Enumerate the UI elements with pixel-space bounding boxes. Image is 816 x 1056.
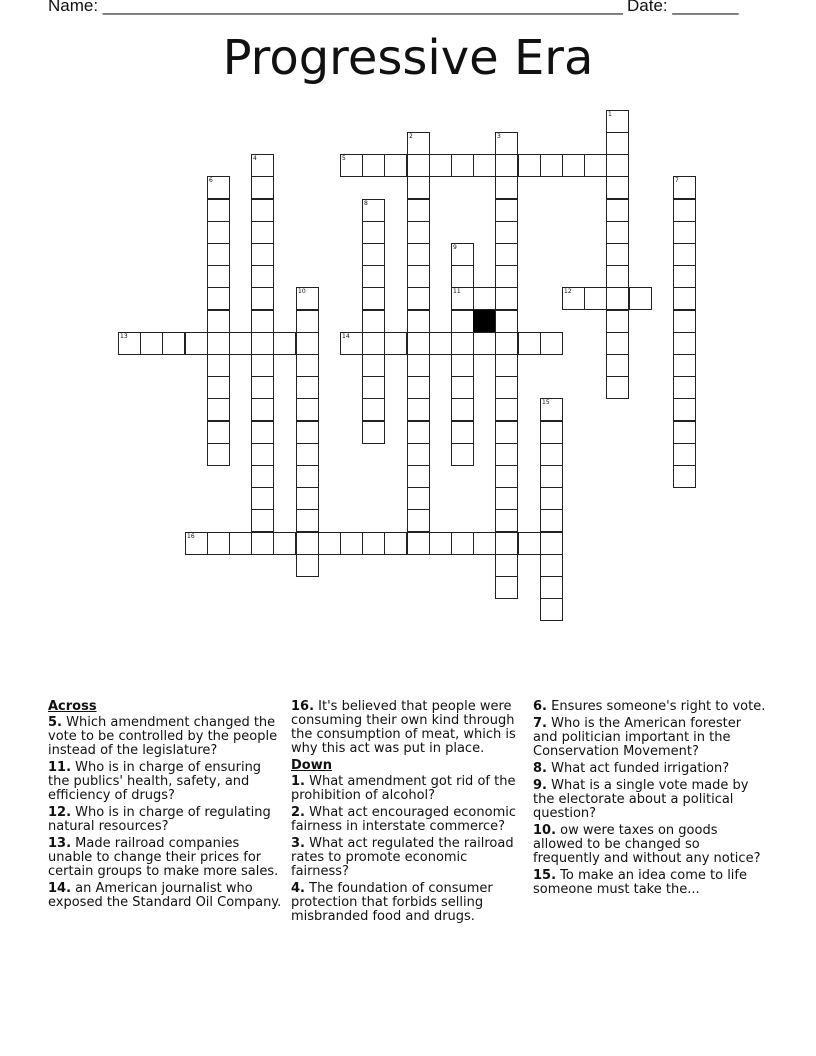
grid-cell[interactable] [495,398,518,421]
grid-cell[interactable] [584,287,607,310]
grid-cell[interactable] [251,465,274,488]
grid-cell[interactable] [407,176,430,199]
grid-cell[interactable] [407,332,430,355]
grid-cell[interactable] [207,287,230,310]
black-cell [473,310,495,332]
clue-down-9: 9. What is a single vote made by the electorate about a political question? [533,778,749,821]
grid-cell[interactable] [362,532,385,555]
grid-cell[interactable] [451,398,474,421]
clue-number: 11 [453,288,461,295]
grid-cell[interactable] [362,265,385,288]
grid-cell[interactable] [451,287,474,310]
grid-cell[interactable] [495,221,518,244]
grid-cell[interactable] [251,398,274,421]
grid-cell[interactable] [207,398,230,421]
grid-cell[interactable] [540,576,563,599]
grid-cell[interactable] [407,310,430,333]
grid-cell[interactable] [495,554,518,577]
grid-cell[interactable] [296,509,319,532]
clue-number: 9 [453,244,457,251]
grid-cell[interactable] [606,243,629,266]
clue-across-16: 16. It's believed that people were consuming their own kind through the consumption of meat, which is why this act was put in place. [291,699,516,756]
clue-number: 13 [120,333,128,340]
grid-cell[interactable] [251,443,274,466]
grid-cell[interactable] [451,265,474,288]
grid-cell[interactable] [207,176,230,199]
clue-down-1: 1. What amendment got rid of the prohibition of alcohol? [291,774,516,803]
grid-cell[interactable] [606,221,629,244]
grid-cell[interactable] [673,176,696,199]
grid-cell[interactable] [407,421,430,444]
grid-cell[interactable] [540,532,563,555]
grid-cell[interactable] [673,465,696,488]
clue-number: 8 [364,200,368,207]
grid-cell[interactable] [673,287,696,310]
grid-cell[interactable] [606,287,629,310]
grid-cell[interactable] [673,221,696,244]
grid-cell[interactable] [251,376,274,399]
grid-cell[interactable] [296,376,319,399]
grid-cell[interactable] [606,110,629,133]
grid-cell[interactable] [407,354,430,377]
grid-cell[interactable] [229,332,252,355]
grid-cell[interactable] [251,354,274,377]
grid-cell[interactable] [673,332,696,355]
clue-down-15: 15. To make an idea come to life someone must take the... [533,868,747,897]
grid-cell[interactable] [540,332,563,355]
grid-cell[interactable] [673,199,696,222]
grid-cell[interactable] [407,465,430,488]
grid-cell[interactable] [296,398,319,421]
grid-cell[interactable] [495,576,518,599]
grid-cell[interactable] [540,487,563,510]
grid-cell[interactable] [251,332,274,355]
grid-cell[interactable] [495,265,518,288]
grid-cell[interactable] [495,465,518,488]
grid-cell[interactable] [673,243,696,266]
grid-cell[interactable] [251,421,274,444]
grid-cell[interactable] [495,199,518,222]
grid-cell[interactable] [495,487,518,510]
grid-cell[interactable] [518,532,541,555]
grid-cell[interactable] [495,132,518,155]
grid-cell[interactable] [229,532,252,555]
clue-number: 3 [497,133,501,140]
grid-cell[interactable] [584,154,607,177]
grid-cell[interactable] [673,354,696,377]
grid-cell[interactable] [251,154,274,177]
grid-cell[interactable] [606,354,629,377]
clue-down-3: 3. What act regulated the railroad rates to promote economic fairness? [291,836,514,879]
grid-cell[interactable] [384,332,407,355]
grid-cell[interactable] [251,287,274,310]
grid-cell[interactable] [296,287,319,310]
grid-cell[interactable] [251,243,274,266]
grid-cell[interactable] [185,332,208,355]
clue-across-13: 13. Made railroad companies unable to change their prices for certain groups to make more sales. [48,836,279,879]
grid-cell[interactable] [340,154,363,177]
grid-cell[interactable] [296,532,319,555]
grid-cell[interactable] [495,287,518,310]
grid-cell[interactable] [606,332,629,355]
grid-cell[interactable] [273,532,296,555]
clue-down-2: 2. What act encouraged economic fairness in interstate commerce? [291,805,516,834]
grid-cell[interactable] [140,332,163,355]
clue-down-4: 4. The foundation of consumer protection that forbids selling misbranded food and drugs. [291,881,493,924]
grid-cell[interactable] [251,221,274,244]
grid-cell[interactable] [362,154,385,177]
clue-number: 14 [342,333,350,340]
clue-across-5: 5. Which amendment changed the vote to be controlled by the people instead of the legislature? [48,715,278,758]
grid-cell[interactable] [451,154,474,177]
grid-cell[interactable] [362,243,385,266]
grid-cell[interactable] [273,332,296,355]
clue-down-7: 7. Who is the American forester and politician important in the Conservation Movement? [533,716,742,759]
clue-number: 7 [675,177,679,184]
grid-cell[interactable] [673,421,696,444]
grid-cell[interactable] [296,332,319,355]
grid-cell[interactable] [495,443,518,466]
grid-cell[interactable] [362,354,385,377]
grid-cell[interactable] [362,221,385,244]
clues-column-2 [291,700,521,927]
clue-number: 12 [564,288,572,295]
across-heading: Across [48,699,97,714]
grid-cell[interactable] [251,176,274,199]
grid-cell[interactable] [362,287,385,310]
grid-cell[interactable] [407,154,430,177]
grid-cell[interactable] [251,532,274,555]
grid-cell[interactable] [606,265,629,288]
grid-cell[interactable] [451,243,474,266]
grid-cell[interactable] [473,154,496,177]
grid-cell[interactable] [606,176,629,199]
grid-cell[interactable] [207,332,230,355]
grid-cell[interactable] [296,487,319,510]
grid-cell[interactable] [407,443,430,466]
clue-number: 5 [342,155,346,162]
grid-cell[interactable] [207,354,230,377]
grid-cell[interactable] [495,376,518,399]
grid-cell[interactable] [407,243,430,266]
grid-cell[interactable] [296,443,319,466]
grid-cell[interactable] [495,243,518,266]
grid-cell[interactable] [429,154,452,177]
grid-cell[interactable] [451,354,474,377]
grid-cell[interactable] [606,310,629,333]
clue-down-10: 10. ow were taxes on goods allowed to be changed so frequently and without any notice? [533,823,761,866]
grid-cell[interactable] [495,332,518,355]
date-field-label[interactable]: Date: _______ [627,0,739,15]
grid-cell[interactable] [451,376,474,399]
grid-cell[interactable] [407,532,430,555]
grid-cell[interactable] [207,443,230,466]
grid-cell[interactable] [540,443,563,466]
clue-across-14: 14. an American journalist who exposed the Standard Oil Company. [48,881,282,910]
grid-cell[interactable] [540,398,563,421]
grid-cell[interactable] [495,354,518,377]
grid-cell[interactable] [185,532,208,555]
grid-cell[interactable] [296,354,319,377]
grid-cell[interactable] [251,199,274,222]
grid-cell[interactable] [451,310,474,333]
grid-cell[interactable] [407,199,430,222]
page-title: Progressive Era [222,30,594,86]
grid-cell[interactable] [562,287,585,310]
name-field-label[interactable]: Name: _______________________________________________________ [48,0,623,15]
grid-cell[interactable] [296,465,319,488]
grid-cell[interactable] [407,376,430,399]
grid-cell[interactable] [518,332,541,355]
grid-cell[interactable] [251,509,274,532]
grid-cell[interactable] [251,265,274,288]
grid-cell[interactable] [451,332,474,355]
grid-cell[interactable] [562,154,585,177]
grid-cell[interactable] [296,310,319,333]
grid-cell[interactable] [473,332,496,355]
grid-cell[interactable] [362,332,385,355]
clue-number: 16 [187,533,195,540]
grid-cell[interactable] [518,154,541,177]
grid-cell[interactable] [407,509,430,532]
grid-cell[interactable] [429,332,452,355]
clue-across-11: 11. Who is in charge of ensuring the publics' health, safety, and efficiency of drugs? [48,760,262,803]
clue-down-8: 8. What act funded irrigation? [533,761,730,776]
clue-number: 15 [542,399,550,406]
grid-cell[interactable] [540,421,563,444]
grid-cell[interactable] [606,132,629,155]
grid-cell[interactable] [407,221,430,244]
grid-cell[interactable] [495,154,518,177]
clues-column-1 [48,700,284,913]
grid-cell[interactable] [540,154,563,177]
grid-cell[interactable] [540,465,563,488]
grid-cell[interactable] [362,376,385,399]
grid-cell[interactable] [207,421,230,444]
grid-cell[interactable] [362,421,385,444]
grid-cell[interactable] [495,421,518,444]
grid-cell[interactable] [318,532,341,555]
grid-cell[interactable] [362,199,385,222]
grid-cell[interactable] [606,154,629,177]
grid-cell[interactable] [362,310,385,333]
clue-number: 4 [253,155,257,162]
grid-cell[interactable] [362,398,385,421]
grid-cell[interactable] [207,376,230,399]
grid-cell[interactable] [473,532,496,555]
grid-cell[interactable] [451,443,474,466]
grid-cell[interactable] [118,332,141,355]
grid-cell[interactable] [251,310,274,333]
grid-cell[interactable] [673,443,696,466]
grid-cell[interactable] [673,376,696,399]
grid-cell[interactable] [473,287,496,310]
grid-cell[interactable] [606,199,629,222]
grid-cell[interactable] [407,287,430,310]
grid-cell[interactable] [340,332,363,355]
grid-cell[interactable] [495,509,518,532]
clues-column-3 [533,700,769,900]
grid-cell[interactable] [495,176,518,199]
grid-cell[interactable] [296,421,319,444]
grid-cell[interactable] [384,154,407,177]
grid-cell[interactable] [451,421,474,444]
grid-cell[interactable] [606,376,629,399]
grid-cell[interactable] [207,221,230,244]
grid-cell[interactable] [407,132,430,155]
clue-number: 2 [409,133,413,140]
grid-cell[interactable] [407,265,430,288]
grid-cell[interactable] [673,398,696,421]
grid-cell[interactable] [540,598,563,621]
grid-cell[interactable] [296,554,319,577]
grid-cell[interactable] [673,310,696,333]
clue-number: 10 [298,288,306,295]
grid-cell[interactable] [673,265,696,288]
grid-cell[interactable] [207,310,230,333]
clue-number: 6 [209,177,213,184]
grid-cell[interactable] [207,265,230,288]
clue-across-12: 12. Who is in charge of regulating natural resources? [48,805,271,834]
grid-cell[interactable] [629,287,652,310]
grid-cell[interactable] [540,554,563,577]
grid-cell[interactable] [207,532,230,555]
clue-down-6: 6. Ensures someone's right to vote. [533,699,766,714]
grid-cell[interactable] [407,487,430,510]
grid-cell[interactable] [162,332,185,355]
grid-cell[interactable] [495,310,518,333]
clue-number: 1 [608,111,612,118]
grid-cell[interactable] [429,532,452,555]
grid-cell[interactable] [540,509,563,532]
grid-cell[interactable] [451,532,474,555]
down-heading: Down [291,758,332,773]
grid-cell[interactable] [384,532,407,555]
grid-cell[interactable] [207,243,230,266]
grid-cell[interactable] [495,532,518,555]
grid-cell[interactable] [207,199,230,222]
grid-cell[interactable] [407,398,430,421]
grid-cell[interactable] [251,487,274,510]
grid-cell[interactable] [340,532,363,555]
